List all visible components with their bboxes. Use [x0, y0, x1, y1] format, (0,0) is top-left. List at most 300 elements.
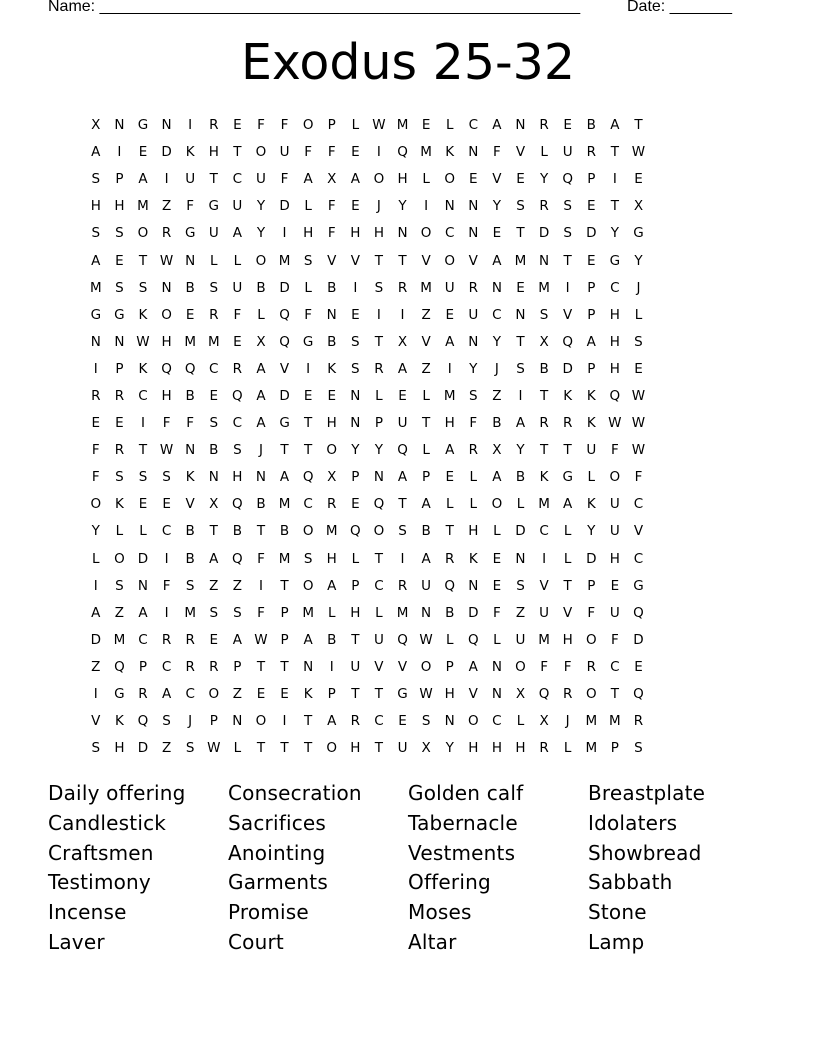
grid-letter: P — [610, 740, 619, 757]
grid-letter: E — [115, 415, 124, 432]
grid-letter: O — [255, 252, 267, 269]
grid-letter: R — [468, 279, 478, 296]
grid-letter: T — [280, 577, 289, 594]
grid-letter: Q — [562, 333, 573, 350]
grid-letter: R — [633, 713, 644, 730]
grid-letter: V — [421, 252, 431, 269]
grid-row — [84, 573, 732, 600]
grid-letter: D — [279, 198, 290, 215]
grid-letter: P — [587, 360, 596, 377]
grid-letter: F — [634, 469, 643, 486]
grid-row — [84, 193, 732, 220]
grid-letter: J — [494, 360, 499, 377]
grid-letter: P — [327, 117, 336, 134]
grid-letter: R — [586, 658, 596, 675]
grid-row — [84, 735, 732, 762]
grid-letter: U — [468, 306, 479, 323]
grid-letter: H — [515, 740, 526, 757]
grid-letter: T — [563, 442, 572, 459]
grid-letter: Y — [256, 198, 266, 215]
grid-letter: P — [209, 713, 218, 730]
word-bank-item: Showbread — [588, 840, 702, 865]
grid-letter: S — [115, 279, 124, 296]
grid-letter: H — [491, 740, 502, 757]
grid-letter: G — [562, 469, 573, 486]
grid-letter: I — [400, 306, 405, 323]
grid-letter: I — [164, 550, 169, 567]
grid-letter: I — [376, 144, 381, 161]
grid-letter: E — [398, 387, 407, 404]
grid-letter: Y — [398, 198, 407, 215]
grid-letter: G — [279, 415, 290, 432]
grid-letter: P — [351, 577, 360, 594]
grid-letter: F — [186, 198, 195, 215]
grid-letter: F — [610, 631, 619, 648]
grid-letter: A — [256, 387, 266, 404]
grid-letter: W — [159, 442, 174, 459]
grid-letter: A — [397, 469, 408, 486]
grid-letter: Z — [492, 387, 502, 404]
grid-letter: B — [185, 387, 195, 404]
grid-letter: S — [303, 252, 313, 269]
grid-letter: M — [137, 198, 149, 215]
grid-letter: O — [302, 523, 314, 540]
grid-letter: E — [516, 279, 525, 296]
grid-letter: E — [91, 415, 101, 432]
grid-letter: D — [137, 740, 149, 757]
grid-letter: W — [254, 631, 268, 648]
grid-letter: M — [396, 604, 409, 621]
grid-letter: E — [634, 360, 643, 377]
grid-letter: L — [422, 387, 430, 404]
grid-letter: Z — [161, 198, 172, 215]
grid-letter: G — [633, 225, 644, 242]
grid-letter: B — [492, 415, 502, 432]
grid-letter: A — [468, 658, 478, 675]
grid-letter: A — [138, 171, 148, 188]
grid-letter: N — [515, 550, 526, 567]
grid-letter: S — [351, 360, 360, 377]
grid-letter: S — [185, 740, 195, 757]
grid-letter: N — [90, 333, 101, 350]
grid-letter: R — [232, 360, 243, 377]
grid-letter: B — [256, 279, 266, 296]
grid-letter: X — [492, 442, 502, 459]
grid-letter: F — [493, 604, 501, 621]
grid-letter: L — [304, 279, 312, 296]
grid-letter: O — [420, 658, 432, 675]
grid-letter: O — [444, 171, 456, 188]
grid-letter: P — [138, 658, 148, 675]
grid-letter: Q — [467, 631, 479, 648]
grid-letter: C — [492, 306, 502, 323]
grid-letter: S — [115, 577, 124, 594]
grid-letter: H — [161, 333, 172, 350]
grid-letter: P — [233, 658, 242, 675]
grid-letter: H — [114, 198, 125, 215]
grid-letter: S — [209, 279, 219, 296]
grid-letter: N — [350, 387, 361, 404]
grid-letter: C — [444, 225, 455, 242]
grid-letter: L — [327, 604, 336, 621]
grid-letter: J — [376, 198, 381, 215]
grid-letter: G — [633, 577, 644, 594]
grid-letter: M — [585, 713, 598, 730]
grid-letter: G — [397, 686, 408, 703]
grid-letter: L — [516, 496, 525, 513]
grid-letter: L — [375, 387, 383, 404]
grid-letter: L — [563, 523, 572, 540]
grid-letter: A — [138, 604, 148, 621]
grid-letter: I — [93, 686, 98, 703]
grid-letter: O — [90, 496, 102, 513]
grid-letter: N — [539, 252, 550, 269]
grid-letter: T — [398, 496, 407, 513]
grid-letter: I — [140, 415, 145, 432]
grid-letter: U — [609, 496, 620, 513]
grid-letter: A — [563, 496, 573, 513]
grid-letter: A — [445, 333, 455, 350]
grid-letter: L — [445, 631, 454, 648]
grid-letter: E — [327, 387, 336, 404]
grid-letter: Z — [114, 604, 125, 621]
grid-row — [84, 410, 732, 437]
grid-letter: U — [397, 415, 408, 432]
grid-letter: V — [374, 658, 384, 675]
word-bank-item: Sabbath — [588, 870, 673, 895]
grid-letter: G — [90, 306, 102, 323]
grid-letter: L — [92, 550, 100, 567]
grid-letter: H — [350, 740, 361, 757]
grid-letter: G — [609, 252, 621, 269]
grid-letter: C — [185, 686, 195, 703]
grid-letter: N — [303, 658, 314, 675]
grid-letter: M — [538, 631, 550, 648]
word-bank-item: Anointing — [228, 840, 326, 865]
grid-letter: S — [563, 225, 572, 242]
grid-letter: S — [209, 604, 219, 621]
grid-letter: C — [303, 496, 313, 513]
grid-letter: I — [93, 360, 98, 377]
grid-letter: L — [493, 631, 501, 648]
grid-letter: B — [539, 360, 549, 377]
grid-letter: C — [633, 496, 644, 513]
grid-letter: U — [609, 523, 620, 540]
grid-letter: K — [445, 144, 455, 161]
grid-letter: P — [422, 469, 431, 486]
grid-letter: C — [138, 387, 148, 404]
word-bank-item: Craftsmen — [48, 840, 154, 865]
grid-letter: S — [115, 225, 124, 242]
grid-letter: E — [138, 496, 148, 513]
grid-letter: O — [467, 713, 479, 730]
grid-letter: I — [424, 198, 429, 215]
grid-letter: A — [279, 469, 290, 486]
grid-letter: A — [209, 550, 219, 567]
grid-letter: Q — [633, 604, 644, 621]
grid-letter: C — [138, 631, 148, 648]
grid-letter: W — [159, 252, 174, 269]
grid-letter: T — [539, 442, 549, 459]
grid-letter: P — [280, 604, 289, 621]
grid-letter: R — [539, 117, 549, 134]
grid-letter: E — [351, 198, 360, 215]
grid-letter: V — [397, 658, 408, 675]
grid-letter: V — [421, 333, 431, 350]
grid-letter: O — [373, 523, 385, 540]
grid-letter: B — [185, 550, 195, 567]
grid-letter: X — [421, 740, 431, 757]
grid-letter: Z — [515, 604, 526, 621]
grid-letter: M — [184, 604, 196, 621]
grid-letter: A — [91, 604, 101, 621]
grid-letter: V — [563, 604, 573, 621]
grid-letter: R — [161, 631, 172, 648]
grid-letter: N — [491, 686, 502, 703]
grid-letter: L — [233, 252, 242, 269]
grid-letter: Q — [397, 631, 408, 648]
grid-letter: O — [585, 631, 597, 648]
grid-letter: E — [634, 171, 643, 188]
grid-row — [84, 247, 732, 274]
grid-letter: M — [207, 333, 220, 350]
grid-letter: U — [586, 442, 597, 459]
grid-letter: N — [208, 469, 219, 486]
grid-letter: P — [351, 469, 360, 486]
grid-letter: G — [302, 333, 314, 350]
grid-letter: N — [161, 279, 172, 296]
grid-letter: X — [633, 198, 644, 215]
grid-letter: M — [538, 496, 550, 513]
grid-letter: X — [91, 117, 101, 134]
grid-letter: L — [587, 469, 596, 486]
grid-letter: Z — [421, 360, 431, 377]
grid-letter: T — [209, 523, 218, 540]
word-bank-item: Offering — [408, 870, 491, 895]
grid-letter: T — [374, 686, 384, 703]
grid-letter: C — [232, 171, 243, 188]
grid-letter: Z — [161, 740, 172, 757]
grid-letter: E — [138, 144, 148, 161]
grid-letter: M — [538, 279, 550, 296]
grid-letter: E — [587, 198, 596, 215]
grid-letter: A — [515, 415, 526, 432]
grid-letter: N — [326, 306, 337, 323]
grid-letter: Y — [610, 225, 619, 242]
grid-letter: S — [162, 713, 171, 730]
grid-letter: G — [114, 306, 125, 323]
grid-letter: D — [515, 523, 526, 540]
grid-letter: P — [280, 631, 289, 648]
grid-row — [84, 681, 732, 708]
grid-letter: T — [610, 686, 619, 703]
word-bank-item: Breastplate — [588, 781, 706, 805]
grid-letter: N — [468, 198, 479, 215]
grid-letter: F — [162, 415, 171, 432]
grid-letter: O — [302, 577, 314, 594]
grid-letter: H — [609, 333, 620, 350]
grid-letter: U — [539, 604, 550, 621]
grid-letter: P — [327, 686, 336, 703]
grid-letter: T — [374, 333, 384, 350]
grid-letter: L — [422, 171, 430, 188]
grid-letter: K — [138, 360, 148, 377]
grid-letter: L — [516, 713, 525, 730]
grid-letter: E — [610, 577, 620, 594]
grid-letter: H — [562, 631, 573, 648]
grid-letter: B — [185, 523, 195, 540]
grid-letter: N — [232, 713, 243, 730]
grid-letter: W — [136, 333, 150, 350]
grid-letter: F — [327, 225, 336, 242]
grid-letter: U — [185, 171, 196, 188]
grid-letter: S — [303, 550, 313, 567]
word-bank-item: Idolaters — [588, 810, 678, 835]
grid-letter: F — [327, 198, 336, 215]
grid-letter: M — [420, 279, 432, 296]
grid-row — [84, 220, 732, 247]
grid-letter: T — [351, 631, 360, 648]
word-bank-item: Stone — [588, 900, 647, 925]
grid-row — [84, 627, 732, 654]
grid-letter: Q — [538, 686, 550, 703]
grid-letter: R — [327, 496, 337, 513]
grid-letter: I — [282, 713, 287, 730]
grid-letter: M — [443, 387, 456, 404]
grid-letter: Q — [609, 387, 621, 404]
grid-letter: V — [633, 523, 644, 540]
grid-letter: C — [232, 415, 243, 432]
grid-letter: K — [114, 713, 124, 730]
grid-letter: F — [280, 117, 289, 134]
grid-letter: R — [209, 306, 219, 323]
grid-letter: L — [257, 306, 265, 323]
grid-row — [84, 112, 732, 139]
grid-letter: L — [634, 306, 643, 323]
grid-letter: B — [256, 496, 266, 513]
grid-letter: R — [539, 415, 549, 432]
grid-letter: D — [279, 387, 290, 404]
grid-letter: M — [278, 550, 291, 567]
grid-letter: S — [138, 469, 148, 486]
grid-letter: F — [162, 577, 171, 594]
grid-letter: S — [91, 740, 101, 757]
grid-letter: D — [279, 279, 290, 296]
grid-letter: R — [138, 686, 148, 703]
grid-letter: S — [374, 279, 384, 296]
grid-letter: B — [421, 523, 431, 540]
grid-letter: A — [161, 686, 172, 703]
grid-letter: F — [563, 658, 572, 675]
grid-letter: E — [351, 496, 360, 513]
grid-letter: C — [610, 279, 620, 296]
grid-letter: E — [587, 252, 596, 269]
grid-letter: L — [351, 550, 360, 567]
grid-letter: E — [351, 144, 360, 161]
grid-letter: Q — [232, 550, 243, 567]
grid-letter: K — [468, 550, 478, 567]
grid-letter: O — [515, 658, 526, 675]
word-bank-item: Garments — [228, 870, 328, 895]
grid-letter: L — [422, 442, 430, 459]
grid-letter: U — [232, 279, 243, 296]
grid-letter: T — [256, 523, 266, 540]
grid-letter: X — [397, 333, 408, 350]
grid-letter: X — [327, 469, 337, 486]
grid-letter: Q — [302, 469, 314, 486]
grid-row — [84, 464, 732, 491]
grid-letter: N — [515, 306, 526, 323]
grid-letter: R — [539, 198, 549, 215]
grid-letter: S — [209, 415, 219, 432]
grid-letter: B — [232, 523, 242, 540]
grid-letter: A — [303, 631, 313, 648]
grid-letter: W — [631, 144, 646, 161]
grid-letter: A — [256, 360, 266, 377]
grid-letter: I — [306, 360, 311, 377]
grid-letter: H — [609, 550, 620, 567]
grid-letter: I — [188, 117, 193, 134]
grid-letter: N — [350, 415, 361, 432]
grid-letter: A — [445, 442, 455, 459]
grid-letter: P — [115, 360, 124, 377]
grid-letter: T — [539, 387, 549, 404]
grid-letter: W — [419, 631, 433, 648]
grid-letter: F — [587, 604, 596, 621]
grid-letter: S — [539, 306, 549, 323]
grid-letter: E — [256, 686, 266, 703]
word-bank-item: Candlestick — [48, 810, 167, 835]
grid-letter: R — [397, 279, 408, 296]
grid-letter: M — [325, 523, 338, 540]
grid-letter: Q — [232, 387, 243, 404]
grid-letter: W — [608, 415, 622, 432]
grid-letter: S — [516, 577, 525, 594]
grid-letter: R — [209, 658, 219, 675]
grid-letter: B — [279, 523, 290, 540]
grid-letter: A — [397, 360, 408, 377]
grid-letter: F — [257, 550, 265, 567]
grid-letter: U — [373, 631, 384, 648]
grid-letter: A — [327, 577, 337, 594]
word-bank-item: Vestments — [408, 840, 516, 865]
grid-letter: Z — [421, 306, 431, 323]
grid-letter: H — [326, 550, 337, 567]
grid-letter: D — [586, 225, 597, 242]
grid-letter: Y — [539, 171, 549, 188]
grid-letter: L — [351, 117, 360, 134]
grid-letter: A — [256, 415, 266, 432]
grid-row — [84, 491, 732, 518]
grid-letter: T — [280, 442, 289, 459]
grid-letter: R — [161, 225, 172, 242]
grid-letter: Z — [232, 686, 242, 703]
grid-letter: K — [327, 360, 337, 377]
grid-letter: K — [586, 387, 596, 404]
grid-letter: T — [563, 252, 572, 269]
grid-letter: N — [491, 279, 502, 296]
grid-letter: W — [631, 387, 646, 404]
grid-letter: N — [185, 252, 196, 269]
word-bank-item: Moses — [408, 900, 472, 925]
grid-letter: C — [161, 658, 172, 675]
grid-letter: L — [139, 523, 147, 540]
grid-letter: M — [514, 252, 527, 269]
grid-letter: C — [468, 117, 479, 134]
grid-letter: A — [327, 713, 337, 730]
grid-letter: A — [350, 171, 360, 188]
grid-letter: P — [115, 171, 124, 188]
